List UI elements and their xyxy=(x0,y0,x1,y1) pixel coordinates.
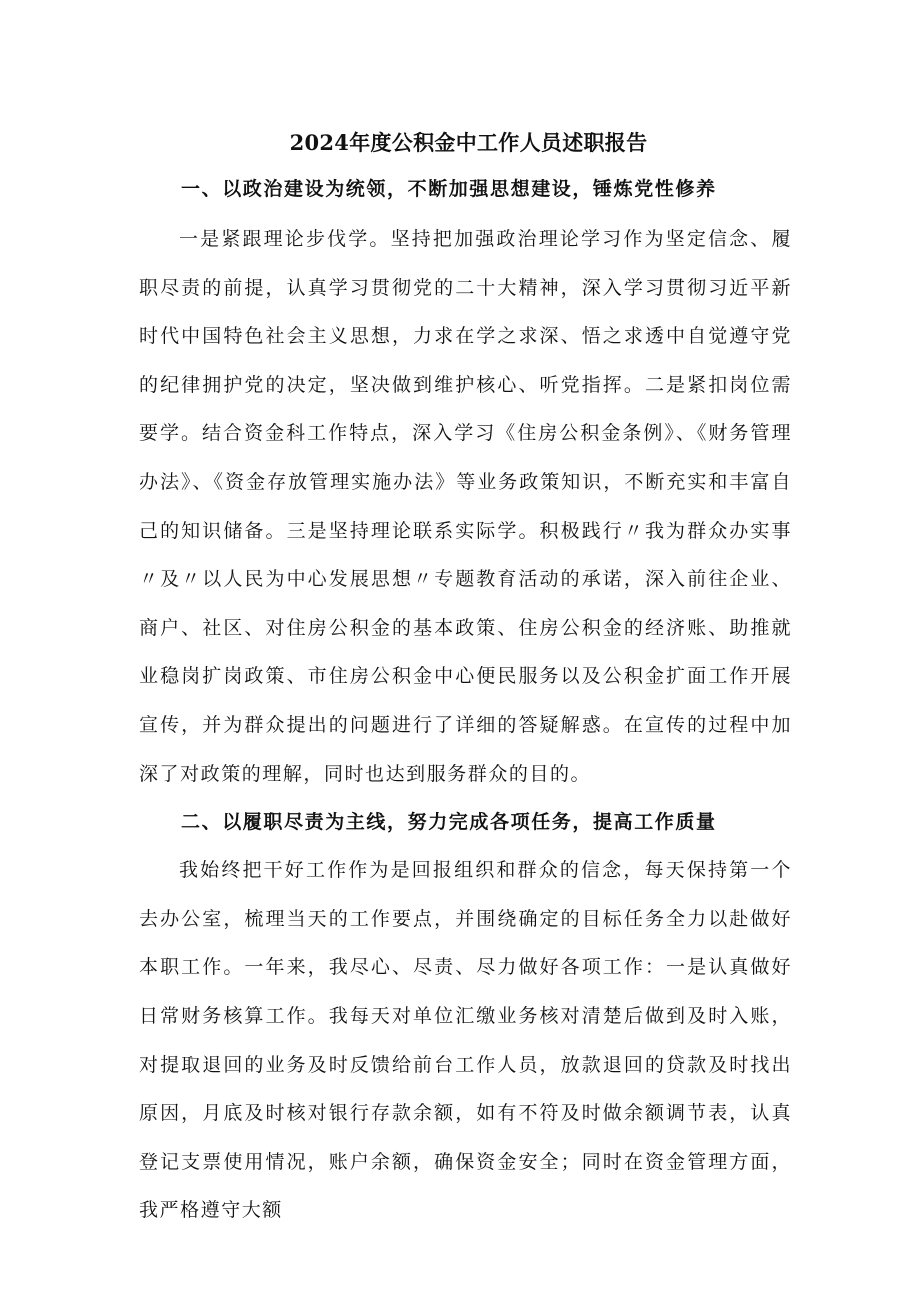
section-heading-1: 一、以政治建设为统领，不断加强思想建设，锤炼党性修养 xyxy=(181,178,717,200)
section-paragraph-2: 我始终把干好工作作为是回报组织和群众的信念，每天保持第一个去办公室，梳理当天的工作要点，并围绕确定的目标任务全力以赴做好本职工作。一年来，我尽心、尽责、尽力做好各项工作：一是认真做好日常财务核算工作。我每天对单位汇缴业务核对清楚后做到及时入账，对提取退回的业务及时反馈给前台工作人员，放款退回的贷款及时找出原因，月底及时核对银行存款余额，如有不符及时做余额调节表，认真登记支票使用情况，账户余额，确保资金安全；同时在资金管理方面，我严格遵守大额 xyxy=(139,859,792,1222)
section-paragraph-1: 一是紧跟理论步伐学。坚持把加强政治理论学习作为坚定信念、履职尽责的前提，认真学习贯彻党的二十大精神，深入学习贯彻习近平新时代中国特色社会主义思想，力求在学之求深、悟之求透中自觉遵守党的纪律拥护党的决定，坚决做到维护核心、听党指挥。二是紧扣岗位需要学。结合资金科工作特点，深入学习《住房公积金条例》、《财务管理办法》、《资金存放管理实施办法》等业务政策知识，不断充实和丰富自己的知识储备。三是坚持理论联系实际学。积极践行〃我为群众办实事〃及〃以人民为中心发展思想〃专题教育活动的承诺，深入前往企业、商户、社区、对住房公积金的基本政策、住房公积金的经济账、助推就业稳岗扩岗政策、市住房公积金中心便民服务以及公积金扩面工作开展宣传，并为群众提出的问题进行了详细的答疑解惑。在宣传的过程中加深了对政策的理解，同时也达到服务群众的目的。 xyxy=(139,228,792,785)
section-heading-2: 二、以履职尽责为主线，努力完成各项任务，提高工作质量 xyxy=(181,811,717,834)
document-title: 2024年度公积金中工作人员述职报告 xyxy=(289,130,648,155)
